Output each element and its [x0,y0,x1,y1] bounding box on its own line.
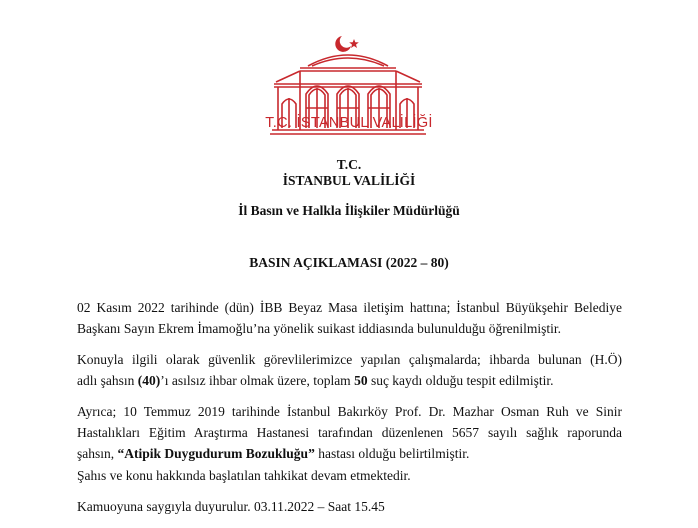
paragraph-3-line-1: Ayrıca; 10 Temmuz 2019 tarihinde İstanbul Bakırköy Prof. Dr. Mazhar Osman Ruh ve Sinir [77,404,622,419]
logo-text: T.C. İSTANBUL VALİLİĞİ [265,115,433,131]
document-title: BASIN AÇIKLAMASI (2022 – 80) [249,255,449,270]
paragraph-1 [77,297,622,339]
paragraph-3-line-3: şahsın, “Atipik Duygudurum Bozukluğu” hastası olduğu belirtilmiştir. [77,446,470,461]
paragraph-1-line-1: 02 Kasım 2022 tarihinde (dün) İBB Beyaz Masa iletişim hattına; İstanbul Büyükşehir Belediye [77,300,622,315]
paragraph-3 [77,401,622,464]
paragraph-4: Şahıs ve konu hakkında başlatılan tahkikat devam etmektedir. [77,468,411,483]
header-department: İl Basın ve Halkla İlişkiler Müdürlüğü [238,203,460,218]
header-tc: T.C. [336,157,362,172]
paragraph-1-line-2: Başkanı Sayın Ekrem İmamoğlu’na yönelik suikast iddiasında bulunulduğu öğrenilmiştir. [77,321,562,336]
paragraph-3-line-2: Hastalıkları Eğitim Araştırma Hastanesi tarafından düzenlenen 5657 sayılı sağlık raporunda [77,425,622,440]
paragraph-2 [77,349,622,391]
closing-line: Kamuoyuna saygıyla duyurulur. 03.11.2022 – Saat 15.45 [77,499,385,514]
header-office: İSTANBUL VALİLİĞİ [282,173,416,188]
paragraph-2-line-1: Konuyla ilgili olarak güvenlik görevlilerimizce yapılan çalışmalarda; ihbarda bulunan (H.Ö) [77,352,622,367]
paragraph-2-line-2: adlı şahsın (40)’ı asılsız ihbar olmak üzere, toplam 50 suç kaydı olduğu tespit edilmiştir. [77,373,554,388]
